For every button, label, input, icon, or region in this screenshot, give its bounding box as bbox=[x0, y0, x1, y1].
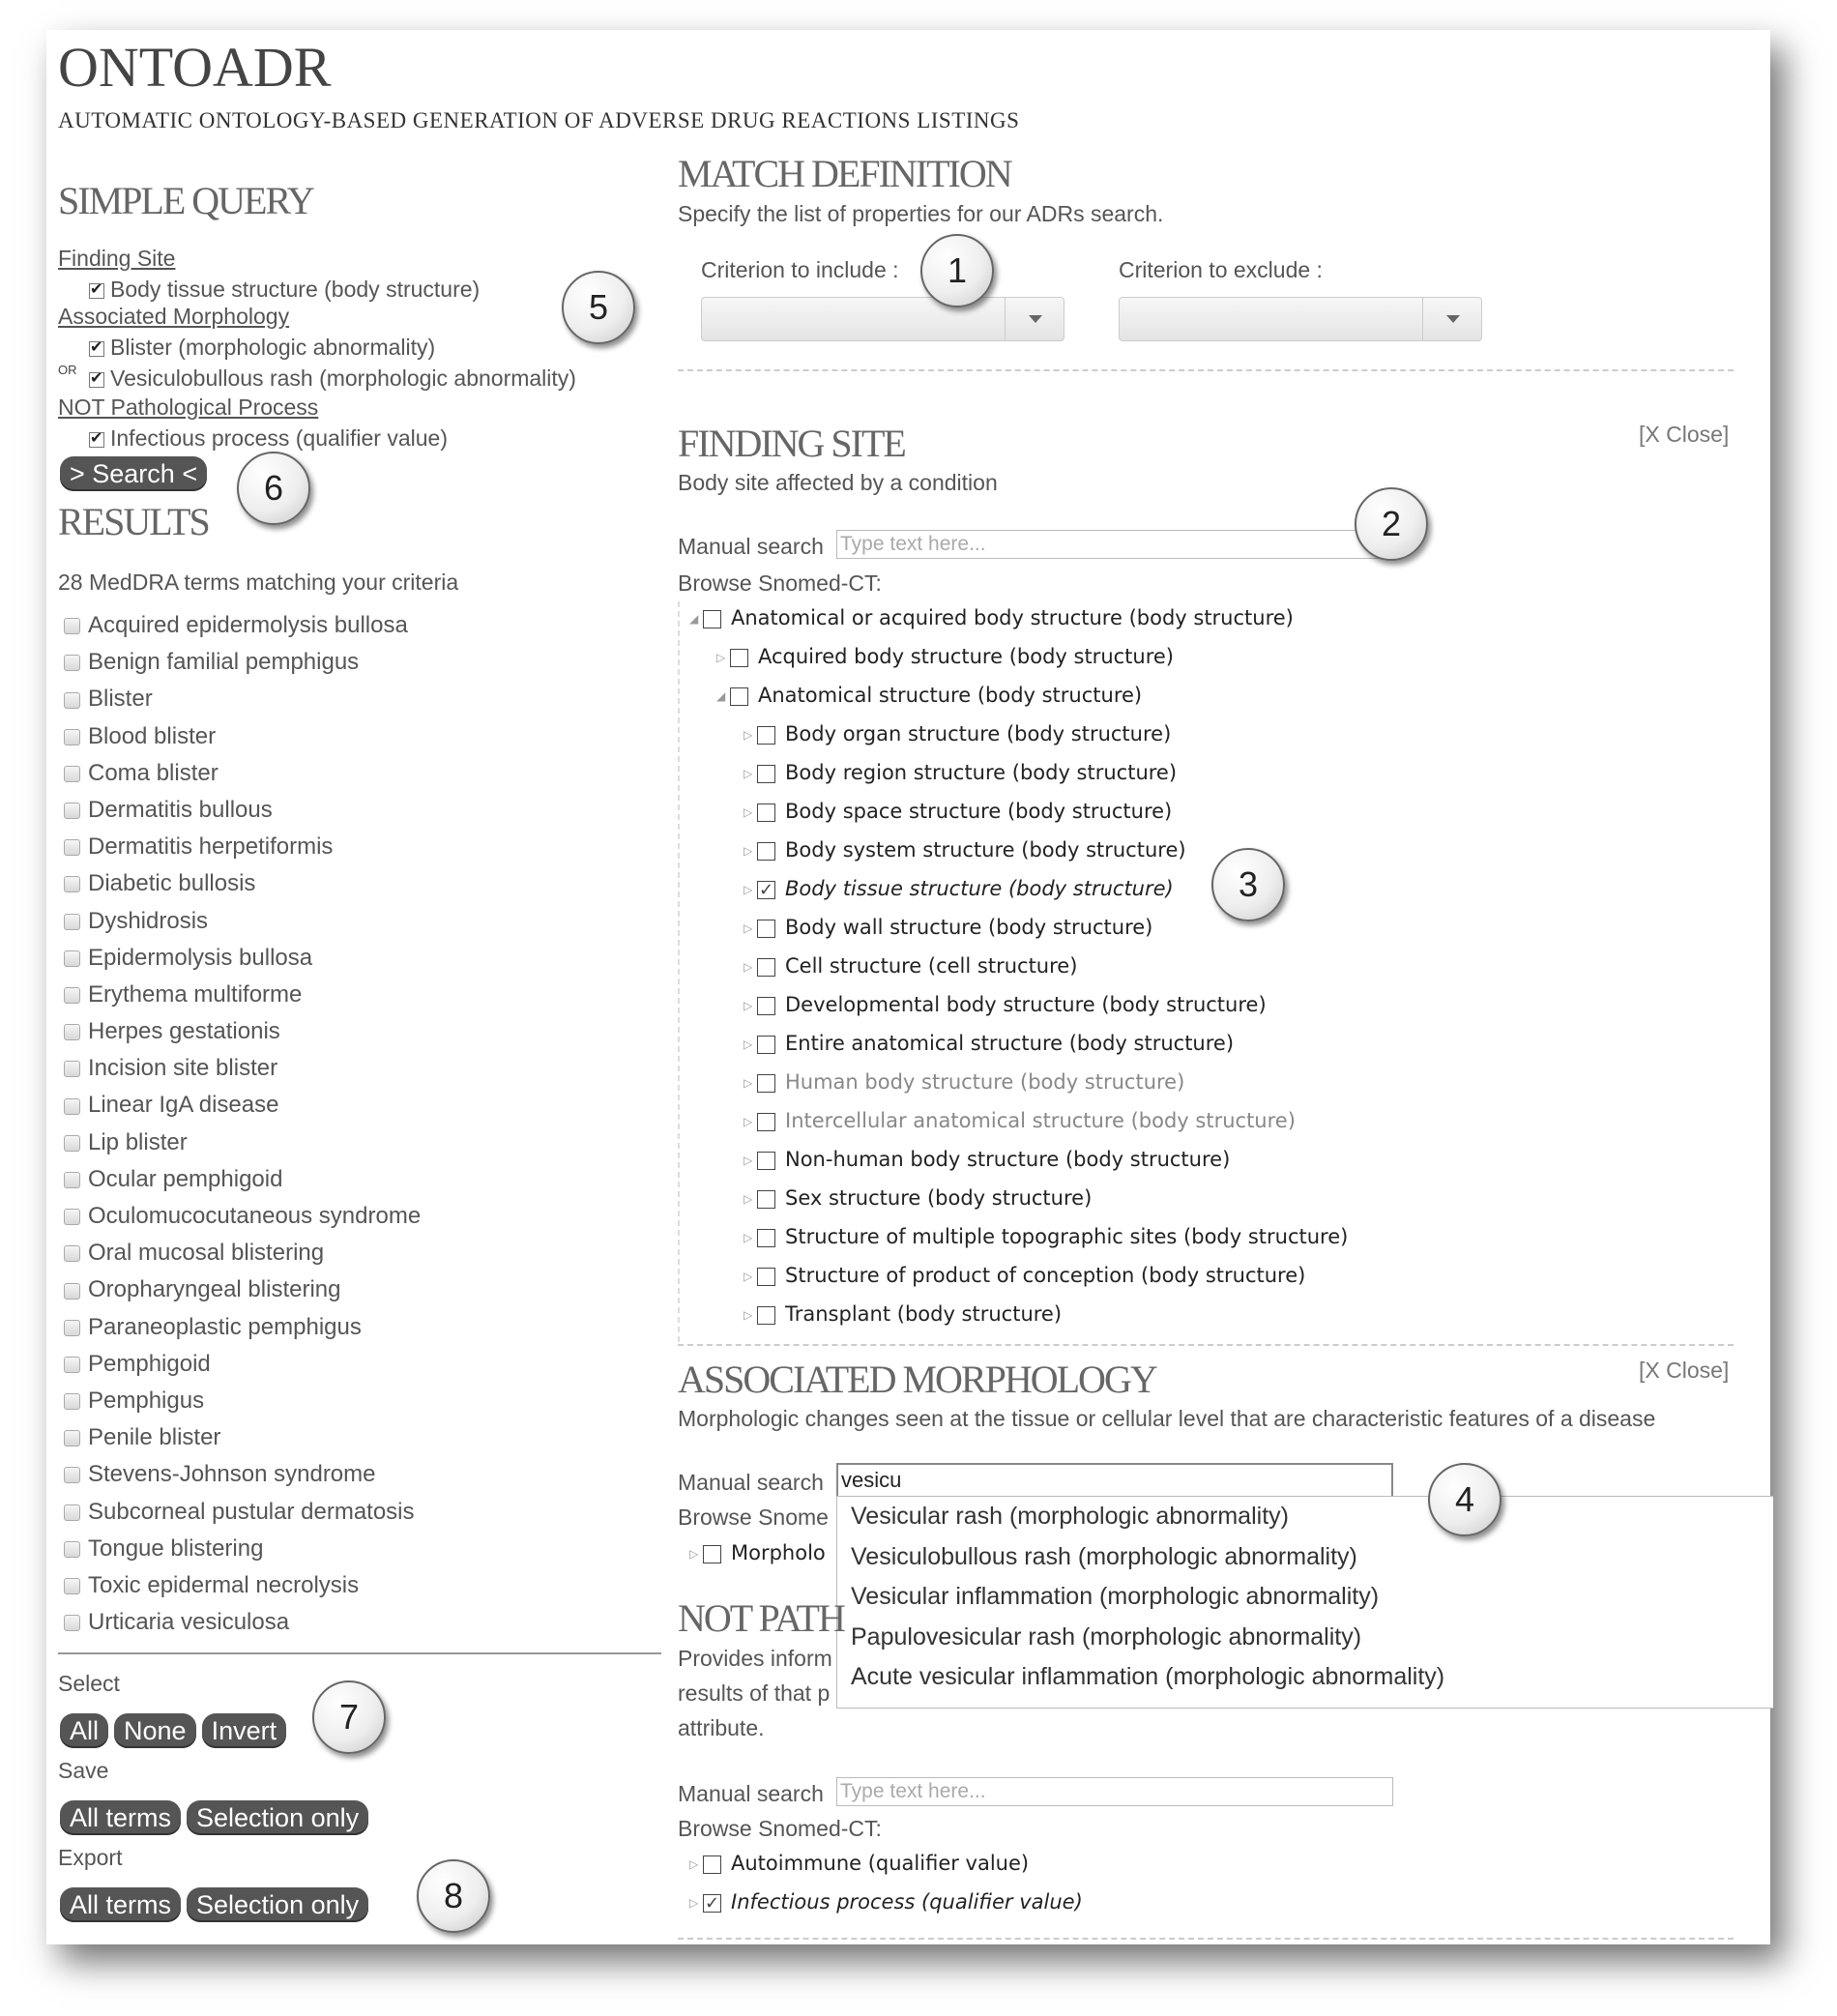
chevron-down-icon[interactable] bbox=[1005, 298, 1064, 340]
expand-triangle-icon[interactable]: ▷ bbox=[744, 1231, 753, 1244]
tree-node-label: Body space structure (body structure) bbox=[785, 800, 1173, 823]
result-term-label: Stevens-Johnson syndrome bbox=[88, 1461, 376, 1488]
tree-checkbox[interactable] bbox=[703, 1894, 721, 1913]
result-term-label: Blister bbox=[88, 686, 153, 713]
result-term-item[interactable] bbox=[64, 1015, 421, 1052]
browse-label-partial: Browse Snome bbox=[678, 1505, 829, 1530]
result-checkbox[interactable] bbox=[64, 1209, 80, 1225]
include-label: Criterion to include : bbox=[701, 257, 899, 282]
result-term-item[interactable] bbox=[64, 1126, 421, 1163]
collapse-triangle-icon[interactable]: ◢ bbox=[689, 612, 699, 626]
tree-node-label: Body tissue structure (body structure) bbox=[785, 877, 1174, 900]
result-checkbox[interactable] bbox=[64, 1320, 80, 1336]
callout-4: 4 bbox=[1428, 1463, 1502, 1536]
simple-query-heading: SIMPLE QUERY bbox=[58, 179, 313, 222]
result-term-item[interactable] bbox=[64, 1237, 421, 1273]
expand-triangle-icon[interactable]: ▷ bbox=[744, 728, 753, 742]
tree-checkbox[interactable] bbox=[757, 726, 775, 745]
query-group-finding-site[interactable]: Finding Site bbox=[58, 246, 176, 271]
tree-node[interactable] bbox=[689, 1887, 1083, 1916]
result-term-label: Oculomucocutaneous syndrome bbox=[88, 1203, 422, 1229]
tree-node[interactable] bbox=[744, 1261, 1305, 1290]
tree-node-label: Structure of product of conception (body structure) bbox=[785, 1264, 1306, 1287]
finding-site-close-button[interactable]: [X Close] bbox=[1639, 422, 1730, 447]
expand-triangle-icon[interactable]: ▷ bbox=[744, 883, 753, 896]
select-buttons bbox=[60, 1713, 292, 1748]
query-item: ✔Infectious process (qualifier value) bbox=[89, 425, 448, 452]
tree-checkbox[interactable] bbox=[730, 687, 748, 706]
tree-node-label: Sex structure (body structure) bbox=[785, 1186, 1093, 1210]
result-term-label: Toxic epidermal necrolysis bbox=[88, 1571, 360, 1598]
expand-triangle-icon[interactable]: ▷ bbox=[689, 1547, 699, 1561]
result-term-label: Tongue blistering bbox=[88, 1534, 264, 1562]
result-term-item[interactable] bbox=[64, 1311, 421, 1348]
result-checkbox[interactable] bbox=[64, 987, 80, 1004]
result-term-label: Herpes gestationis bbox=[88, 1018, 280, 1045]
tree-node-label: Body region structure (body structure) bbox=[785, 761, 1178, 784]
select-invert-button[interactable]: Invert bbox=[202, 1713, 287, 1748]
result-term-label: Benign familial pemphigus bbox=[88, 649, 360, 676]
query-checkbox[interactable] bbox=[89, 341, 104, 357]
result-checkbox[interactable] bbox=[64, 914, 80, 930]
select-none-button[interactable]: None bbox=[114, 1713, 196, 1748]
result-term-item[interactable] bbox=[64, 609, 421, 646]
tree-node-label: Body system structure (body structure) bbox=[785, 838, 1186, 862]
result-term-item[interactable] bbox=[64, 1533, 421, 1569]
results-list bbox=[64, 609, 421, 1643]
expand-triangle-icon[interactable]: ▷ bbox=[744, 1115, 753, 1128]
result-term-item[interactable] bbox=[64, 1200, 421, 1237]
finding-site-description: Body site affected by a condition bbox=[678, 470, 998, 495]
tree-checkbox[interactable] bbox=[757, 1152, 775, 1170]
autocomplete-suggestion[interactable]: Papulovesicular rash (morphologic abnormality) bbox=[851, 1622, 1362, 1651]
result-checkbox[interactable] bbox=[64, 618, 80, 634]
morphology-tree-row: ▷ Morpholo bbox=[689, 1541, 826, 1564]
result-term-label: Pemphigus bbox=[88, 1387, 205, 1414]
select-all-button[interactable]: All bbox=[60, 1713, 108, 1748]
result-term-label: Subcorneal pustular dermatosis bbox=[88, 1498, 415, 1525]
result-term-item[interactable] bbox=[64, 942, 421, 979]
search-button[interactable]: > Search < bbox=[60, 456, 207, 491]
save-buttons bbox=[60, 1800, 374, 1835]
tree-checkbox[interactable] bbox=[757, 1229, 775, 1247]
query-item: ✔ Vesiculobullous rash (morphologic abnormality) bbox=[89, 365, 576, 392]
pathological-process-description: results of that p bbox=[678, 1680, 831, 1706]
result-term-label: Dermatitis herpetiformis bbox=[88, 833, 334, 861]
expand-triangle-icon[interactable]: ▷ bbox=[744, 960, 753, 974]
expand-triangle-icon[interactable]: ▷ bbox=[689, 1896, 699, 1910]
result-term-label: Penile blister bbox=[88, 1424, 221, 1451]
tree-node-label: Anatomical or acquired body structure (body structure) bbox=[731, 606, 1294, 629]
result-term-item[interactable] bbox=[64, 683, 421, 719]
section-divider bbox=[678, 1938, 1734, 1940]
tree-checkbox[interactable] bbox=[757, 803, 775, 822]
result-term-item[interactable] bbox=[64, 1496, 421, 1533]
tree-node-label: Body wall structure (body structure) bbox=[785, 916, 1153, 939]
result-term-label: Paraneoplastic pemphigus bbox=[88, 1313, 362, 1340]
result-checkbox[interactable] bbox=[64, 1024, 80, 1040]
tree-node[interactable] bbox=[744, 1222, 1348, 1251]
result-term-item[interactable] bbox=[64, 1348, 421, 1385]
tree-node[interactable] bbox=[744, 874, 1174, 903]
result-term-label: Diabetic bullosis bbox=[88, 870, 256, 897]
select-label: Select bbox=[58, 1671, 120, 1696]
tree-node[interactable] bbox=[744, 835, 1186, 864]
callout-1: 1 bbox=[920, 234, 994, 307]
callout-6: 6 bbox=[237, 452, 310, 525]
chevron-down-icon[interactable] bbox=[1422, 298, 1481, 340]
query-item: ✔Blister (morphologic abnormality) bbox=[89, 335, 435, 361]
tree-node[interactable] bbox=[744, 1106, 1296, 1135]
result-term-item[interactable] bbox=[64, 1421, 421, 1458]
result-checkbox[interactable] bbox=[64, 950, 80, 967]
browse-label: Browse Snomed-CT: bbox=[678, 1816, 882, 1841]
tree-node[interactable] bbox=[744, 1145, 1230, 1174]
result-checkbox[interactable] bbox=[64, 876, 80, 892]
tree-node-label: Autoimmune (qualifier value) bbox=[731, 1852, 1030, 1875]
autocomplete-suggestion[interactable]: Vesiculobullous rash (morphologic abnormality) bbox=[851, 1542, 1357, 1570]
tree-checkbox[interactable] bbox=[757, 1036, 775, 1054]
result-checkbox[interactable] bbox=[64, 803, 80, 819]
tree-node[interactable] bbox=[689, 1849, 1029, 1878]
result-term-label: Lip blister bbox=[88, 1128, 188, 1155]
tree-checkbox[interactable] bbox=[757, 920, 775, 938]
query-checkbox[interactable] bbox=[89, 283, 104, 299]
query-checkbox[interactable] bbox=[89, 432, 104, 448]
result-term-label: Blood blister bbox=[88, 722, 217, 749]
tree-node-label: Infectious process (qualifier value) bbox=[731, 1890, 1083, 1914]
tree-node-label: Cell structure (cell structure) bbox=[785, 954, 1078, 978]
associated-morphology-description: Morphologic changes seen at the tissue or cellular level that are characteristic features of a disease bbox=[678, 1406, 1656, 1431]
callout-2: 2 bbox=[1355, 487, 1428, 561]
result-term-item[interactable] bbox=[64, 794, 421, 831]
tree-guide bbox=[678, 601, 680, 1342]
expand-triangle-icon[interactable]: ▷ bbox=[744, 999, 753, 1012]
query-group-not-pathological-process[interactable]: NOT Pathological Process bbox=[58, 394, 319, 420]
result-checkbox[interactable] bbox=[64, 1245, 80, 1262]
tree-node-label: Acquired body structure (body structure) bbox=[758, 645, 1174, 668]
pathological-process-heading: NOT PATH bbox=[678, 1596, 844, 1640]
tree-node[interactable] bbox=[744, 913, 1152, 942]
expand-triangle-icon[interactable]: ▷ bbox=[744, 1076, 753, 1090]
callout-5: 5 bbox=[562, 271, 635, 344]
result-term-label: Acquired epidermolysis bullosa bbox=[88, 612, 408, 638]
result-term-label: Urticaria vesiculosa bbox=[88, 1609, 290, 1636]
section-divider bbox=[678, 369, 1734, 371]
browse-label: Browse Snomed-CT: bbox=[678, 570, 882, 596]
result-term-item[interactable] bbox=[64, 1569, 421, 1606]
callout-3: 3 bbox=[1211, 848, 1285, 921]
exclude-dropdown[interactable] bbox=[1119, 297, 1482, 341]
tree-node[interactable] bbox=[744, 1183, 1092, 1213]
manual-search-label: Manual search bbox=[678, 1470, 824, 1495]
export-selection-only-button[interactable]: Selection only bbox=[187, 1887, 368, 1922]
save-label: Save bbox=[58, 1758, 109, 1783]
tree-checkbox[interactable] bbox=[730, 649, 748, 667]
tree-node[interactable] bbox=[716, 642, 1174, 671]
callout-7: 7 bbox=[312, 1680, 386, 1754]
save-all-terms-button[interactable]: All terms bbox=[60, 1800, 181, 1835]
result-checkbox[interactable] bbox=[64, 1615, 80, 1631]
tree-checkbox[interactable] bbox=[757, 1306, 775, 1325]
tree-node[interactable] bbox=[744, 758, 1177, 787]
tree-checkbox[interactable] bbox=[757, 842, 775, 861]
autocomplete-list bbox=[836, 1496, 1773, 1709]
result-term-label: Pemphigoid bbox=[88, 1350, 211, 1377]
result-term-item[interactable] bbox=[64, 1385, 421, 1421]
export-buttons bbox=[60, 1887, 374, 1922]
pathological-process-search-input[interactable]: Type text here... bbox=[836, 1777, 1393, 1806]
tree-checkbox[interactable] bbox=[703, 1855, 721, 1874]
tree-node[interactable] bbox=[744, 951, 1077, 980]
autocomplete-suggestion[interactable]: Vesicular rash (morphologic abnormality) bbox=[851, 1503, 1289, 1530]
tree-checkbox[interactable] bbox=[703, 1545, 721, 1563]
expand-triangle-icon[interactable]: ▷ bbox=[716, 651, 726, 664]
app-title: ONTOADR bbox=[58, 36, 332, 99]
tree-checkbox[interactable] bbox=[703, 610, 721, 628]
result-term-item[interactable] bbox=[64, 1052, 421, 1089]
result-checkbox[interactable] bbox=[64, 1172, 80, 1188]
include-dropdown[interactable] bbox=[701, 297, 1064, 341]
result-checkbox[interactable] bbox=[64, 1283, 80, 1300]
expand-triangle-icon[interactable]: ▷ bbox=[744, 844, 753, 858]
associated-morphology-search-input[interactable]: vesicu bbox=[836, 1463, 1393, 1498]
result-checkbox[interactable] bbox=[64, 1098, 80, 1115]
expand-triangle-icon[interactable]: ▷ bbox=[744, 921, 753, 935]
result-term-label: Oral mucosal blistering bbox=[88, 1240, 325, 1267]
query-item: ✔Body tissue structure (body structure) bbox=[89, 277, 480, 303]
tree-node[interactable] bbox=[716, 681, 1142, 710]
tree-node[interactable] bbox=[744, 1029, 1234, 1058]
result-checkbox[interactable] bbox=[64, 729, 80, 745]
pathological-process-description: attribute. bbox=[678, 1715, 765, 1740]
tree-node-label: Human body structure (body structure) bbox=[785, 1070, 1185, 1094]
result-checkbox[interactable] bbox=[64, 839, 80, 856]
tree-node[interactable] bbox=[744, 1067, 1184, 1096]
collapse-triangle-icon[interactable]: ◢ bbox=[716, 689, 726, 703]
pathological-process-tree bbox=[689, 1849, 1366, 1926]
or-connector: OR bbox=[58, 363, 77, 377]
results-divider bbox=[58, 1652, 661, 1654]
associated-morphology-close-button[interactable]: [X Close] bbox=[1639, 1358, 1730, 1383]
tree-node[interactable] bbox=[744, 990, 1267, 1019]
result-term-item[interactable] bbox=[64, 1458, 421, 1495]
result-checkbox[interactable] bbox=[64, 1393, 80, 1410]
result-term-item[interactable] bbox=[64, 1163, 421, 1200]
result-checkbox[interactable] bbox=[64, 766, 80, 782]
tree-node-label: Anatomical structure (body structure) bbox=[758, 684, 1143, 707]
result-checkbox[interactable] bbox=[64, 1430, 80, 1446]
expand-triangle-icon[interactable]: ▷ bbox=[744, 1308, 753, 1322]
tree-node-label: Developmental body structure (body structure) bbox=[785, 993, 1267, 1016]
tree-node[interactable] bbox=[689, 603, 1294, 632]
tree-checkbox[interactable] bbox=[757, 1268, 775, 1286]
autocomplete-suggestion[interactable]: Acute vesicular inflammation (morphologic abnormality) bbox=[851, 1663, 1445, 1690]
result-term-label: Epidermolysis bullosa bbox=[88, 944, 313, 971]
result-term-label: Coma blister bbox=[88, 759, 219, 786]
pathological-process-description: Provides inform bbox=[678, 1646, 832, 1671]
result-term-item[interactable] bbox=[64, 757, 421, 794]
expand-triangle-icon[interactable]: ▷ bbox=[744, 767, 753, 780]
tree-checkbox[interactable] bbox=[757, 1074, 775, 1093]
section-divider bbox=[678, 1344, 1734, 1346]
query-checkbox[interactable] bbox=[89, 372, 104, 388]
autocomplete-suggestion[interactable]: Vesicular inflammation (morphologic abnormality) bbox=[851, 1583, 1380, 1610]
export-all-terms-button[interactable]: All terms bbox=[60, 1887, 181, 1922]
result-term-label: Erythema multiforme bbox=[88, 980, 303, 1008]
result-term-label: Dermatitis bullous bbox=[88, 796, 273, 823]
export-label: Export bbox=[58, 1845, 123, 1870]
result-checkbox[interactable] bbox=[64, 1467, 80, 1483]
result-checkbox[interactable] bbox=[64, 1541, 80, 1558]
result-term-item[interactable] bbox=[64, 831, 421, 867]
result-term-item[interactable] bbox=[64, 1089, 421, 1125]
expand-triangle-icon[interactable]: ▷ bbox=[744, 805, 753, 819]
expand-triangle-icon[interactable]: ▷ bbox=[744, 1192, 753, 1206]
result-term-item[interactable] bbox=[64, 1273, 421, 1310]
finding-site-heading: FINDING SITE bbox=[678, 422, 905, 465]
results-summary: 28 MedDRA terms matching your criteria bbox=[58, 570, 459, 595]
tree-node-label: Intercellular anatomical structure (body structure) bbox=[785, 1109, 1296, 1132]
associated-morphology-heading: ASSOCIATED MORPHOLOGY bbox=[678, 1358, 1156, 1401]
tree-checkbox[interactable] bbox=[757, 765, 775, 783]
tree-checkbox[interactable] bbox=[757, 1190, 775, 1209]
tree-node-label: Entire anatomical structure (body structure) bbox=[785, 1032, 1235, 1055]
result-term-label: Ocular pemphigoid bbox=[88, 1165, 283, 1192]
match-definition-description: Specify the list of properties for our ADRs search. bbox=[678, 201, 1164, 226]
expand-triangle-icon[interactable]: ▷ bbox=[744, 1154, 753, 1167]
result-checkbox[interactable] bbox=[64, 1505, 80, 1521]
result-term-item[interactable] bbox=[64, 720, 421, 757]
result-checkbox[interactable] bbox=[64, 1135, 80, 1152]
save-selection-only-button[interactable]: Selection only bbox=[187, 1800, 368, 1835]
result-checkbox[interactable] bbox=[64, 692, 80, 709]
tree-checkbox[interactable] bbox=[757, 881, 775, 899]
expand-triangle-icon[interactable]: ▷ bbox=[744, 1270, 753, 1283]
finding-site-search-input[interactable]: Type text here... bbox=[836, 530, 1393, 559]
finding-site-tree bbox=[689, 603, 1656, 1338]
expand-triangle-icon[interactable]: ▷ bbox=[744, 1037, 753, 1051]
result-checkbox[interactable] bbox=[64, 1357, 80, 1373]
tree-node[interactable] bbox=[744, 719, 1171, 748]
exclude-label: Criterion to exclude : bbox=[1119, 257, 1323, 282]
result-term-label: Incision site blister bbox=[88, 1055, 278, 1082]
tree-checkbox[interactable] bbox=[757, 958, 775, 977]
manual-search-label: Manual search bbox=[678, 1781, 824, 1806]
expand-triangle-icon[interactable]: ▷ bbox=[689, 1857, 699, 1871]
result-term-item[interactable] bbox=[64, 979, 421, 1015]
result-checkbox[interactable] bbox=[64, 1578, 80, 1594]
result-term-label: Linear IgA disease bbox=[88, 1092, 279, 1119]
tree-node[interactable] bbox=[744, 797, 1172, 826]
result-checkbox[interactable] bbox=[64, 1061, 80, 1077]
match-definition-heading: MATCH DEFINITION bbox=[678, 152, 1011, 195]
tree-checkbox[interactable] bbox=[757, 997, 775, 1015]
result-term-item[interactable] bbox=[64, 905, 421, 942]
app-subtitle: AUTOMATIC ONTOLOGY-BASED GENERATION OF ADVERSE DRUG REACTIONS LISTINGS bbox=[58, 108, 1020, 132]
tree-node-label: Body organ structure (body structure) bbox=[785, 722, 1172, 745]
result-term-label: Dyshidrosis bbox=[88, 907, 209, 934]
result-term-item[interactable] bbox=[64, 1606, 421, 1643]
result-term-item[interactable] bbox=[64, 867, 421, 904]
tree-checkbox[interactable] bbox=[757, 1113, 775, 1131]
results-heading: RESULTS bbox=[58, 500, 209, 543]
tree-node-label: Structure of multiple topographic sites (body structure) bbox=[785, 1225, 1349, 1248]
tree-node-label: Transplant (body structure) bbox=[785, 1302, 1063, 1326]
tree-node-label: Non-human body structure (body structure) bbox=[785, 1148, 1231, 1171]
manual-search-label: Manual search bbox=[678, 534, 824, 559]
callout-8: 8 bbox=[417, 1859, 490, 1933]
result-term-item[interactable] bbox=[64, 646, 421, 683]
result-term-label: Oropharyngeal blistering bbox=[88, 1276, 341, 1303]
query-group-associated-morphology[interactable]: Associated Morphology bbox=[58, 304, 290, 329]
result-checkbox[interactable] bbox=[64, 655, 80, 671]
tree-node[interactable] bbox=[744, 1300, 1062, 1329]
